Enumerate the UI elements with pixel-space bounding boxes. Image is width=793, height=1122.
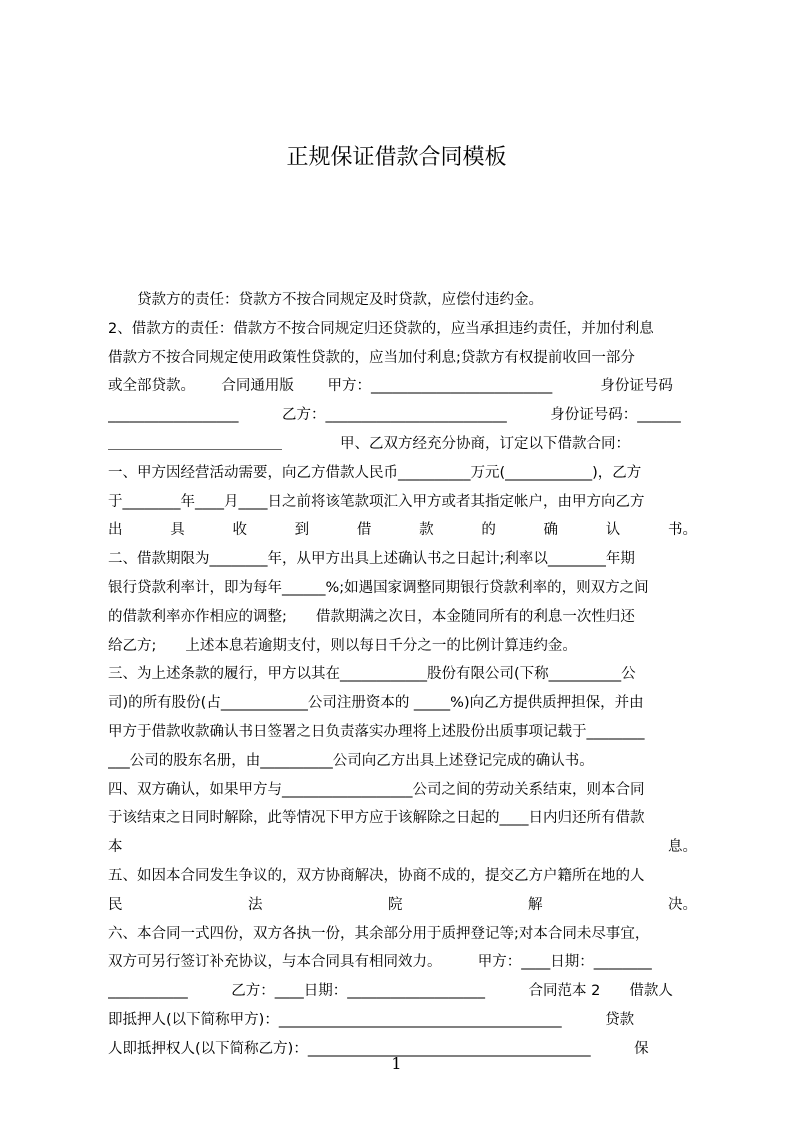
line-token: 到 xyxy=(294,522,310,539)
text-line: 或全部贷款。 合同通用版 甲方：_________________________ 身份证号码 xyxy=(108,378,673,395)
text-line: 三、为上述条款的履行，甲方以其在____________股份有限公司(下称__________公 xyxy=(108,666,636,683)
text-line: 2、借款方的责任：借款方不按合同规定归还贷款的，应当承担违约责任，并加付利息 xyxy=(108,320,654,337)
line-token: 本 xyxy=(108,839,123,856)
line-token: 认 xyxy=(605,522,621,539)
text-line: 五、如因本合同发生争议的，双方协商解决，协商不成的，提交乙方户籍所在地的人 xyxy=(108,867,645,884)
text-line: 借款方不按合同规定使用政策性贷款的，应当加付利息;贷款方有权提前收回一部分 xyxy=(108,349,635,366)
document-title: 正规保证借款合同模板 xyxy=(286,145,507,170)
text-line: 甲方于借款收款确认书日签署之日负责落实办理将上述股份出质事项记载于________ xyxy=(108,723,645,740)
line-token: 款 xyxy=(419,522,434,539)
text-line: __________________ 乙方：_________________________ 身份证号码：______ xyxy=(108,407,681,424)
text-line: 于该结束之日同时解除，此等情况下甲方应于该解除之日起的____日内归还所有借款 xyxy=(108,810,645,827)
line-token: 确 xyxy=(543,522,559,539)
text-line: 司)的所有股份(占____________公司注册资本的 _____%)向乙方提供质押担保，并由 xyxy=(108,695,644,712)
text-line: ___________ 乙方：____日期：___________________ 合同范本 2 借款人 xyxy=(108,983,673,1000)
document-body xyxy=(108,286,697,1064)
line-token: 收 xyxy=(232,522,247,539)
line-token: 解 xyxy=(528,896,543,913)
line-token: 法 xyxy=(248,896,263,913)
text-line: 于________年____月____日之前将该笔款项汇入甲方或者其指定帐户，由甲方向乙方 xyxy=(108,493,645,510)
line-token: 的 xyxy=(481,522,496,539)
text-line: 贷款方的责任：贷款方不按合同规定及时贷款，应偿付违约金。 xyxy=(108,292,543,308)
page-number: 1 xyxy=(391,1054,402,1073)
justified-line xyxy=(108,833,697,862)
justified-line xyxy=(108,891,697,920)
text-line: ＿＿＿＿＿＿＿＿＿＿＿＿ 甲、乙双方经充分协商，订定以下借款合同： xyxy=(108,435,630,452)
line-token: 出 xyxy=(108,522,123,539)
text-line: 四、双方确认，如果甲方与__________________公司之间的劳动关系结束，则本合同 xyxy=(108,781,645,798)
line-token: 借 xyxy=(356,522,372,539)
text-line: 银行贷款利率计，即为每年______%;如遇国家调整同期银行贷款利率的，则双方之间 xyxy=(108,579,649,596)
line-token: 民 xyxy=(108,896,123,913)
line-token: 息。 xyxy=(668,839,697,856)
text-line: 人即抵押权人(以下简称乙方)：_______________________________________ 保 xyxy=(108,1040,649,1057)
justified-line xyxy=(108,516,697,545)
text-line: 双方可另行签订补充协议，与本合同具有相同效力。 甲方：____日期：________ xyxy=(108,954,652,971)
text-line: 一、甲方因经营活动需要，向乙方借款人民币__________万元(____________)，乙方 xyxy=(108,464,642,481)
line-token: 院 xyxy=(388,896,403,913)
text-line: ___公司的股东名册，由__________公司向乙方出具上述登记完成的确认书。 xyxy=(108,752,594,769)
line-token: 决。 xyxy=(668,896,697,913)
text-line: 六、本合同一式四份，双方各执一份，其余部分用于质押登记等;对本合同未尽事宜， xyxy=(108,925,650,942)
text-line: 二、借款期限为________年，从甲方出具上述确认书之日起计;利率以________年期 xyxy=(108,551,635,568)
line-token: 书。 xyxy=(667,522,697,539)
text-line: 即抵押人(以下简称甲方)：_______________________________________ 贷款 xyxy=(108,1011,635,1028)
line-token: 具 xyxy=(170,522,185,539)
text-line: 的借款利率亦作相应的调整; 借款期满之次日，本金随同所有的利息一次性归还 xyxy=(108,608,635,625)
text-line: 给乙方; 上述本息若逾期支付，则以每日千分之一的比例计算违约金。 xyxy=(108,637,577,654)
